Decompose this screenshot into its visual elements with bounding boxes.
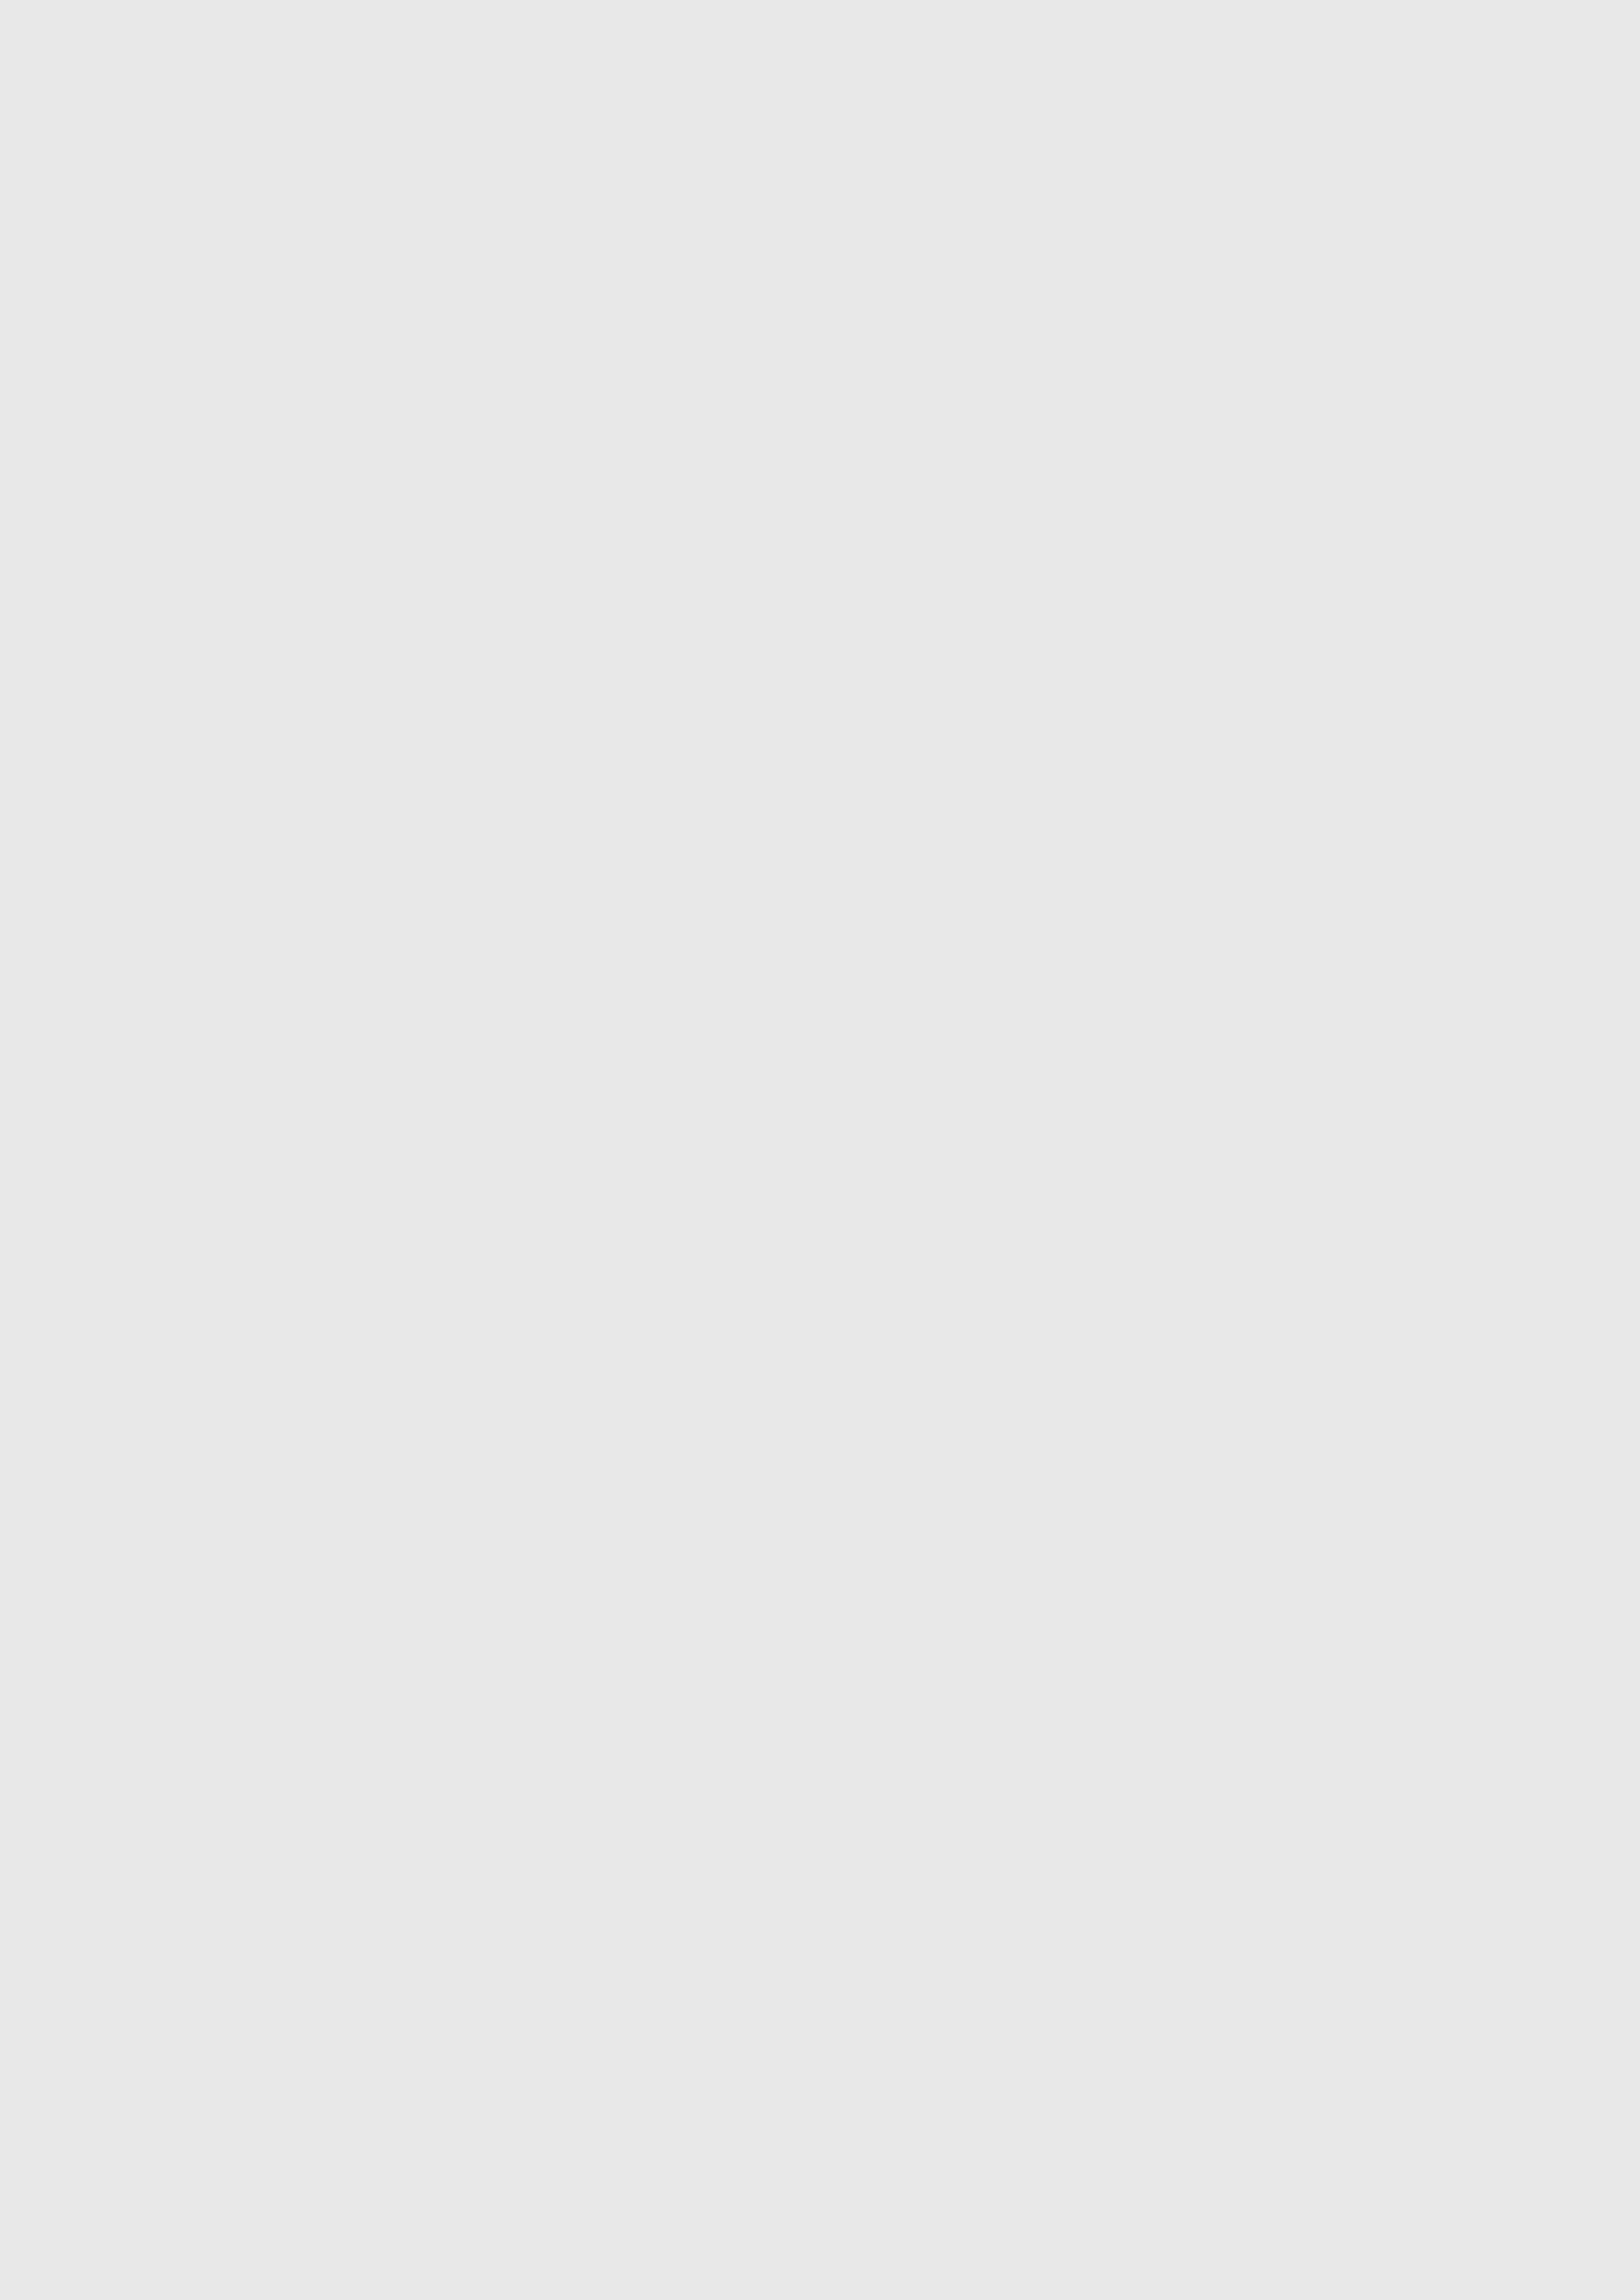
- paragraph-7-4-2-28: [116, 347, 1430, 379]
- paragraph-7-4-2-27: [116, 226, 1430, 258]
- formula-7-6: [116, 276, 1430, 315]
- document-body: [116, 226, 1430, 380]
